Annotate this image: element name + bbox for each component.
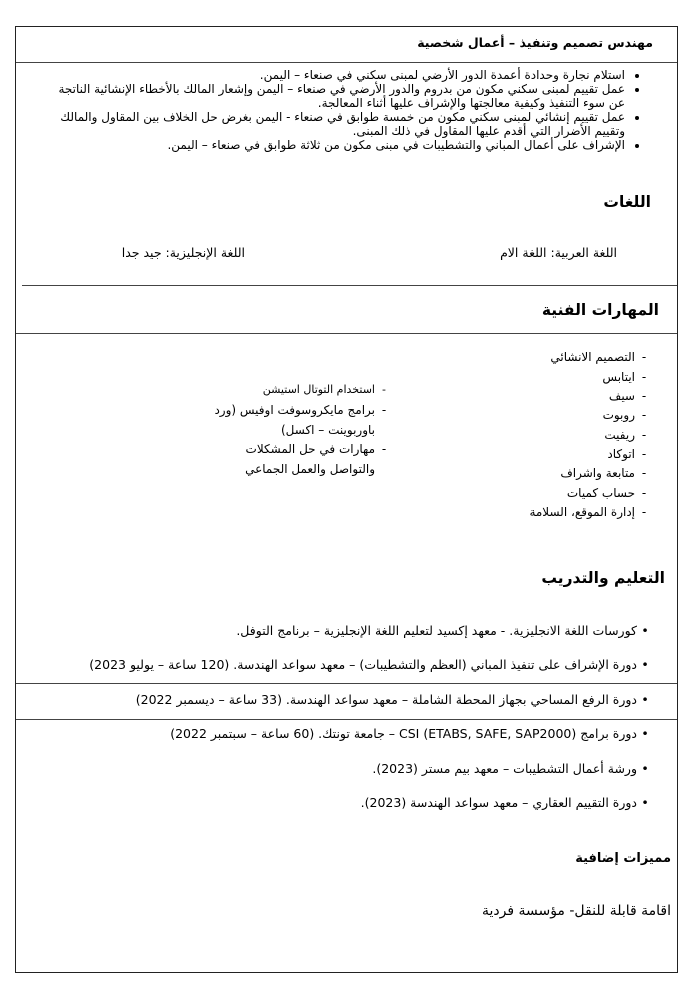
bullet-dash: - (641, 370, 647, 384)
bullet-dash: - (641, 447, 647, 461)
education-item: • دورة الإشراف على تنفيذ المباني (العظم والتشطيبات) – معهد سواعد الهندسة. (120 ساعة – يوليو 2023) (89, 657, 653, 672)
language-english: اللغة الإنجليزية: جيد جدا (121, 245, 245, 260)
education-item: • كورسات اللغة الانجليزية. - معهد إكسيد لتعليم اللغة الإنجليزية – برنامج التوفل. (236, 623, 653, 638)
skill-label: روبوت (602, 408, 635, 422)
skill-label: استخدام التوتال استيشن (262, 383, 375, 396)
skill-label: اتوكاد (607, 447, 635, 461)
experience-list (43, 68, 643, 152)
skill-item (214, 403, 393, 417)
divider (16, 333, 677, 334)
bullet-dash: - (641, 505, 647, 519)
bullet-dash: - (641, 350, 647, 364)
skill-label: ايتابس (602, 370, 635, 384)
skill-item (607, 447, 653, 461)
languages-heading: اللغات (603, 193, 651, 211)
resume-page (15, 26, 678, 973)
skill-item (263, 383, 393, 396)
language-arabic: اللغة العربية: اللغة الام (500, 245, 617, 260)
bullet-dash: - (641, 428, 647, 442)
skill-label: برامج مايكروسوفت اوفيس (ورد (214, 403, 375, 417)
bullet-dash: - (381, 403, 387, 417)
education-item: • دورة برامج CSI (ETABS, SAFE, SAP2000) – جامعة تونتك. (60 ساعة – سبتمبر 2022) (170, 726, 653, 741)
education-heading: التعليم والتدريب (541, 569, 665, 587)
skill-item (602, 370, 653, 384)
skill-label: متابعة واشراف (560, 466, 635, 480)
extras-text: اقامة قابلة للنقل- مؤسسة فردية (481, 903, 671, 919)
divider (16, 683, 677, 684)
job-title: مهندس تصميم وتنفيذ – أعمال شخصية (417, 35, 653, 50)
divider (16, 62, 677, 63)
skill-label: سيف (608, 389, 635, 403)
skill-label: ريفيت (604, 428, 635, 442)
skill-item (529, 505, 653, 519)
skill-item (603, 408, 653, 422)
divider (22, 285, 677, 286)
education-item: • ورشة أعمال التشطيبات – معهد بيم مستر (2023). (372, 761, 653, 776)
experience-item: • استلام نجارة وحدادة أعمدة الدور الأرضي لمبنى سكني في صنعاء – اليمن. (43, 68, 625, 82)
skill-item (560, 466, 653, 480)
experience-item: • عمل تقييم لمبنى سكني مكون من بدروم والدور الأرضي في صنعاء – اليمن وإشعار المالك بالأخطاء الإنشائية الناتجة عن سوء التنفيذ وكيفية معالجتها والإشراف عليها أثناء المعالجة. (43, 82, 625, 110)
bullet-dash: - (382, 383, 386, 396)
skill-item (604, 428, 653, 442)
extras-heading: مميزات إضافية (575, 851, 671, 866)
skill-item (550, 350, 653, 364)
skill-item (567, 486, 653, 500)
skill-label: مهارات في حل المشكلات (245, 442, 375, 456)
skill-item (609, 389, 653, 403)
skill-item-continued: والتواصل والعمل الجماعي (245, 462, 375, 476)
skill-item (246, 442, 393, 456)
experience-item: • الإشراف على أعمال المباني والتشطيبات في مبنى مكون من ثلاثة طوابق في صنعاء – اليمن. (43, 138, 625, 152)
bullet-dash: - (381, 442, 387, 456)
skill-label: إدارة الموقع، السلامة (529, 505, 635, 519)
bullet-dash: - (641, 466, 647, 480)
bullet-dash: - (641, 408, 647, 422)
bullet-dash: - (641, 486, 647, 500)
skill-item-continued: باوربوينت – اكسل) (280, 423, 375, 437)
education-item: • دورة الرفع المساحي بجهاز المحطة الشاملة – معهد سواعد الهندسة. (33 ساعة – ديسمبر 2022) (136, 692, 653, 707)
divider (16, 719, 677, 720)
education-item: • دورة التقييم العقاري – معهد سواعد الهندسة (2023). (361, 795, 653, 810)
bullet-dash: - (641, 389, 647, 403)
skill-label: التصميم الانشائي (550, 350, 635, 364)
skills-heading: المهارات الفنية (541, 301, 659, 319)
experience-item: • عمل تقييم إنشائي لمبنى سكني مكون من خمسة طوابق في صنعاء - اليمن بغرض حل الخلاف بين المقاول والمالك وتقييم الأضرار التي أقدم عليها المقاول في ذلك المبنى. (43, 110, 625, 138)
skill-label: حساب كميات (566, 486, 635, 500)
